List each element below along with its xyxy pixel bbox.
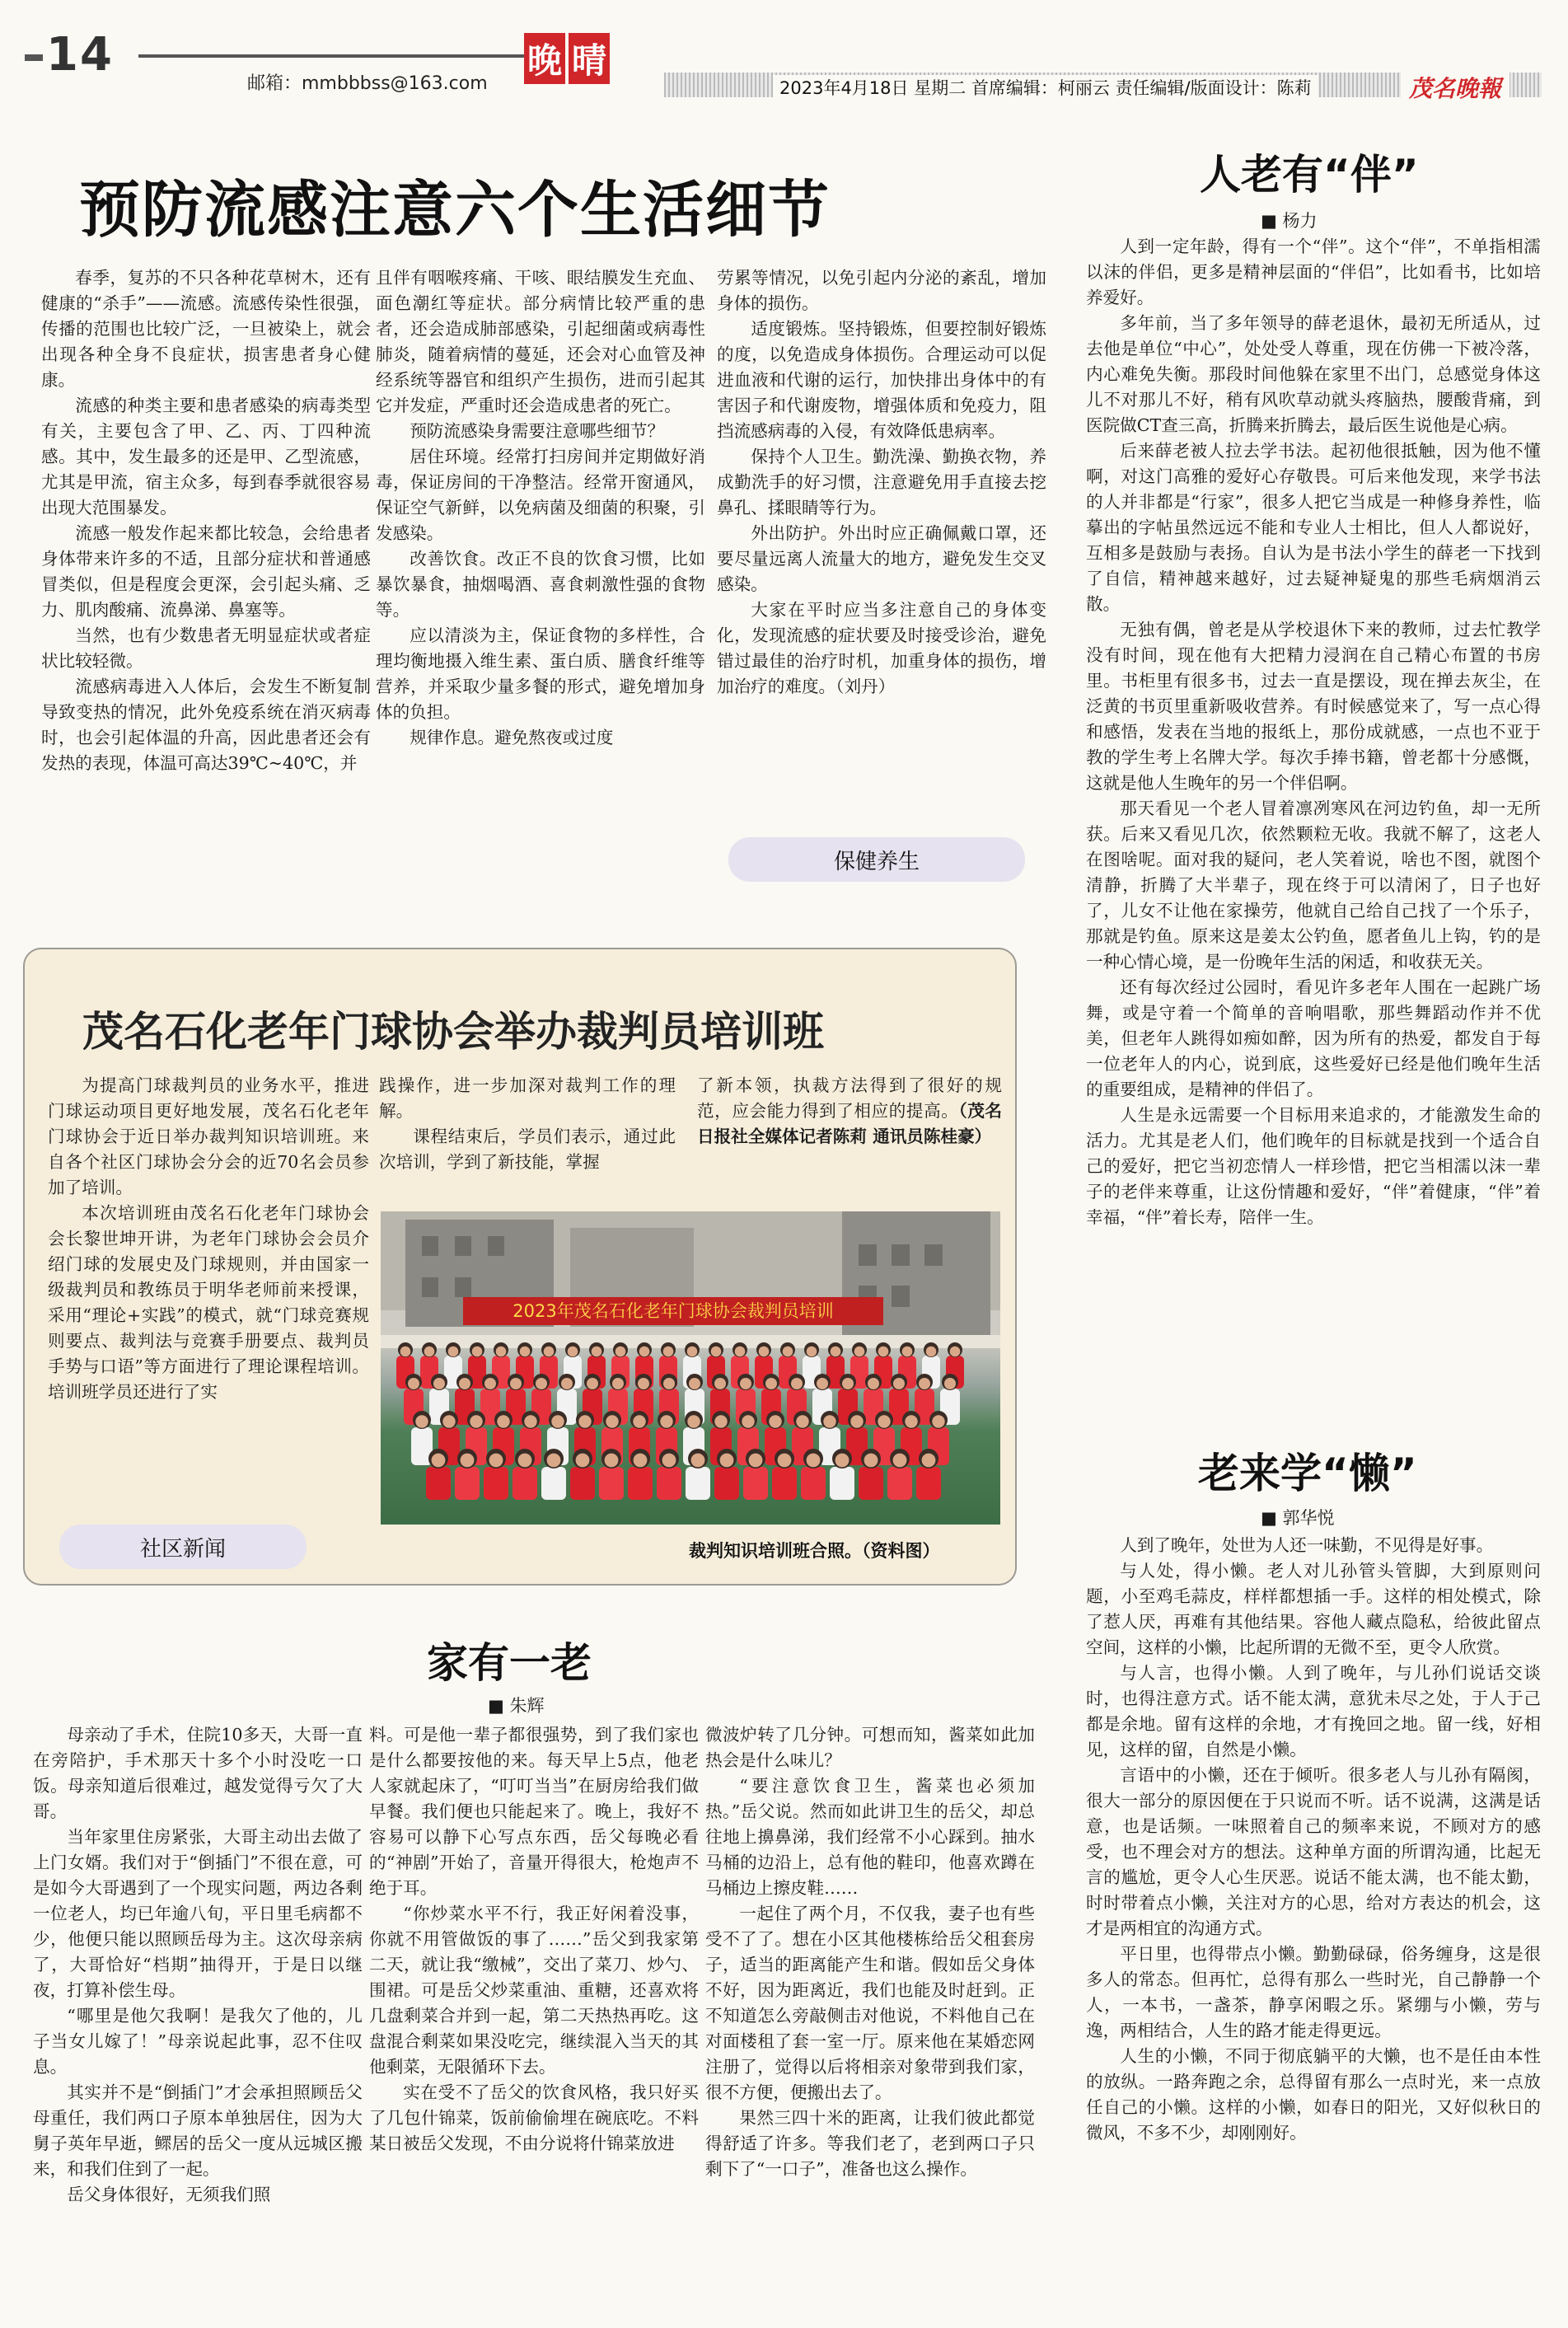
paragraph: 料。可是他一辈子都很强势，到了我们家也是什么都要按他的来。每天早上5点，他老人家就起床了，“叮叮当当”在厨房给我们做早餐。我们便也只能起来了。晚上，我好不容易可以静下心写点东西，岳父每晚必看的“神剧”开始了，音量开得很大，枪炮声不绝于耳。 — [369, 1725, 699, 1898]
paragraph: 与人言，也得小懒。人到了晚年，与儿孙们说话交谈时，也得注意方式。话不能太满，意犹未尽之处，于人于己都是余地。留有这样的余地，才有挽回之地。留一线，好相见，这样的留，自然是小懒。 — [1086, 1663, 1541, 1759]
person-face — [714, 1378, 726, 1389]
family-col-1 — [33, 1722, 363, 2324]
person-face — [489, 1454, 503, 1468]
person-face — [735, 1347, 746, 1357]
person-body — [628, 1467, 653, 1500]
paragraph: 应以清淡为主，保证食物的多样性，合理均衡地摄入维生素、蛋白质、膳食纤维等营养，并采取少量多餐的形式，避免增加身体的负担。 — [376, 625, 705, 722]
person-face — [612, 1378, 624, 1389]
person-face — [578, 1415, 591, 1427]
person-face — [662, 1454, 676, 1468]
section-label-health: 保健养生 — [728, 837, 1025, 882]
person-body — [772, 1467, 797, 1500]
person-face — [408, 1378, 419, 1389]
person-face — [807, 1454, 821, 1468]
paragraph: 人到了晚年，处世为人还一味勤，不见得是好事。 — [1120, 1535, 1494, 1555]
masthead-rule-left — [138, 54, 526, 58]
person-face — [711, 1347, 722, 1357]
section-title — [524, 33, 610, 84]
person-face — [922, 1454, 936, 1468]
person-face — [576, 1454, 590, 1468]
person-body — [801, 1467, 826, 1500]
paragraph: 还有每次经过公园时，看见许多老年人围在一起跳广场舞，或是守着一个简单的音响唱歌，那些舞蹈动作并不优美，但老年人跳得如痴如醉，因为所有的热爱，都发自于每一位老年人的内心，说到底，这些爱好已经是他们晚年生活的重要组成，是精神的伴侣了。 — [1086, 977, 1541, 1099]
person-face — [638, 1378, 649, 1389]
person-face — [663, 1378, 675, 1389]
person-face — [470, 1415, 482, 1427]
people-crowd — [396, 1342, 964, 1500]
paragraph: 流感一般发作起来都比较急，会给患者身体带来许多的不适，且部分症状和普通感冒类似，但是程度会更深，会引起头痛、乏力、肌肉酸痛、流鼻涕、鼻塞等。 — [41, 523, 371, 620]
paragraph: 流感的种类主要和患者感染的病毒类型有关，主要包含了甲、乙、丙、丁四种流感。其中，发生最多的还是甲、乙型流感，尤其是甲流，宿主众多，每到春季就很容易出现大范围暴发。 — [41, 396, 371, 518]
family-article-title: 家有一老 — [427, 1639, 592, 1687]
masthead-email: 邮箱：mmbbbss@163.com — [247, 73, 488, 94]
person-face — [510, 1378, 522, 1389]
person-face — [587, 1378, 598, 1389]
person-face — [835, 1454, 850, 1468]
person-face — [520, 1347, 531, 1357]
gateball-col-3 — [697, 1073, 1002, 1180]
person-face — [902, 1347, 913, 1357]
section-title-char-2: 晴 — [569, 33, 610, 84]
person-face — [854, 1347, 865, 1357]
person-body — [541, 1467, 566, 1500]
person-body — [657, 1467, 681, 1500]
paragraph: 多年前，当了多年领导的薛老退休，最初无所适从，过去他是单位“中心”，处处受人尊重，现在仿佛一下被冷落，内心难免失衡。那段时间他躲在家里不出门，总感觉身体这儿不对那儿不好，稍有风吹草动就头疼脑热，腰酸背痛，到医院做CT查三高，折腾来折腾去，最后医生说他是心病。 — [1086, 313, 1541, 435]
person-face — [783, 1347, 793, 1357]
paragraph: 一起住了两个月，不仅我，妻子也有些受不了了。想在小区其他楼栋给岳父租套房子，适当的距离能产生和谐。假如岳父身体不好，因为距离近，我们也能及时赶到。正不知道怎么旁敲侧击对他说，不料他自己在对面楼租了套一室一厅。原来他在某婚恋网注册了，觉得以后将相亲对象带到我们家，很不方便，便搬出去了。 — [705, 1904, 1035, 2102]
paper-logo: 茂名晚報 — [1401, 71, 1509, 104]
person-face — [807, 1347, 817, 1357]
gateball-col-2 — [379, 1073, 676, 1180]
person-face — [893, 1454, 907, 1468]
paragraph: “你炒菜水平不行，我正好闲着没事，你就不用管做饭的事了……”岳父到我家第二天，就让我“缴械”，交出了菜刀、炒勺、围裙。可是岳父炒菜重油、重糖，还喜欢将几盘剩菜合并到一起，第二天热热再吃。这盘混合剩菜如果没吃完，继续混入当天的其他剩菜，无限循环下去。 — [369, 1904, 699, 2077]
person-face — [878, 1415, 890, 1427]
person-face — [778, 1454, 792, 1468]
paragraph: “要注意饮食卫生，酱菜也必须加热。”岳父说。然而如此讲卫生的岳父，却总往地上擤鼻涕，我们经常不小心踩到。抽水马桶的边沿上，总有他的鞋印，他喜欢蹲在马桶边上擦皮鞋…… — [705, 1776, 1035, 1898]
person-face — [551, 1415, 564, 1427]
paragraph: 居住环境。经常打扫房间并定期做好消毒，保证房间的干净整洁。经常开窗通风，保证空气新鲜，以免病菌及细菌的积聚，引发感染。 — [376, 447, 705, 543]
flu-article-title: 预防流感注意六个生活细节 — [79, 175, 831, 246]
paragraph: 果然三四十米的距离，让我们彼此都觉得舒适了许多。等我们老了，老到两口子只剩下了“一口子”，准备也这么操作。 — [705, 2108, 1035, 2179]
section-title-char-1: 晚 — [524, 33, 565, 84]
person-face — [660, 1415, 672, 1427]
lazy-body — [1086, 1533, 1541, 2324]
paragraph: 当年家里住房紧张，大哥主动出去做了上门女婿。我们对于“倒插门”不很在意，可是如今大哥遇到了一个现实问题，两边各剩一位老人，均已年逾八旬，平日里毛病都不少，他便只能以照顾岳母为主。这次母亲病了，大哥恰好“档期”抽得开，于是日以继夜，打算补偿生母。 — [33, 1827, 363, 2000]
person-face — [497, 1415, 509, 1427]
flu-col-3 — [717, 265, 1046, 809]
person-face — [536, 1378, 547, 1389]
paragraph: 改善饮食。改正不良的饮食习惯，比如暴饮暴食，抽烟喝酒、喜食刺激性强的食物等。 — [376, 549, 705, 620]
lazy-article-title: 老来学“懒” — [1198, 1450, 1417, 1497]
paragraph: 其实并不是“倒插门”才会承担照顾岳父母重任，我们两口子原本单独居住，因为大舅子英年早逝，鳏居的岳父一度从远城区搬来，和我们住到了一起。 — [33, 2082, 363, 2179]
person-face — [433, 1378, 445, 1389]
person-face — [919, 1378, 930, 1389]
family-col-2 — [369, 1722, 699, 2324]
paragraph: 为提高门球裁判员的业务水平，推进门球运动项目更好地发展，茂名石化老年门球协会于近日举办裁判知识培训班。来自各个社区门球协会分会的近70名会员参加了培训。 — [48, 1075, 369, 1197]
person-face — [796, 1415, 808, 1427]
person-face — [432, 1454, 446, 1468]
person-face — [950, 1347, 961, 1357]
paragraph: 微波炉转了几分钟。可想而知，酱菜如此加热会是什么味儿？ — [705, 1725, 1035, 1770]
photo-banner-text: 2023年茂名石化老年门球协会裁判员培训 — [513, 1301, 834, 1321]
companion-article-title: 人老有“伴” — [1200, 151, 1419, 199]
paragraph: 课程结束后，学员们表示，通过此次培训，学到了新技能，掌握 — [379, 1127, 676, 1172]
companion-body — [1086, 234, 1541, 1305]
person-face — [524, 1415, 536, 1427]
person-face — [639, 1347, 650, 1357]
person-body — [455, 1467, 480, 1500]
person-face — [687, 1347, 698, 1357]
paragraph: 规律作息。避免熬夜或过度 — [410, 728, 614, 747]
person-face — [817, 1378, 828, 1389]
person-body — [513, 1467, 537, 1500]
person-face — [742, 1415, 754, 1427]
paragraph: 践操作，进一步加深对裁判工作的理解。 — [379, 1075, 676, 1121]
person-face — [850, 1415, 863, 1427]
group-photo — [381, 1211, 1000, 1525]
person-face — [518, 1454, 532, 1468]
person-face — [749, 1454, 763, 1468]
group-photo-scene — [381, 1211, 1000, 1525]
paragraph: 适度锻炼。坚持锻炼，但要控制好锻炼的度，以免造成身体损伤。合理运动可以促进血液和代谢的运行，加快排出身体中的有害因子和代谢废物，增强体质和免疫力，阻挡流感病毒的入侵，有效降低患病率。 — [717, 319, 1046, 441]
person-face — [459, 1378, 470, 1389]
person-face — [769, 1415, 781, 1427]
paragraph: 实在受不了岳父的饮食风格，我只好买了几包什锦菜，饭前偷偷埋在碗底吃。不料某日被岳父发现，不由分说将什锦菜放进 — [369, 2082, 699, 2153]
companion-byline: ■ 杨力 — [1261, 211, 1318, 231]
person-face — [926, 1347, 937, 1357]
person-face — [461, 1454, 475, 1468]
person-face — [606, 1415, 618, 1427]
person-face — [944, 1378, 956, 1389]
flu-col-1 — [41, 265, 371, 900]
paragraph: 后来薛老被人拉去学书法。起初他很抵触，因为他不懂啊，对这门高雅的爱好心存敬畏。可后来他发现，来学书法的人并非都是“行家”，很多人把它当成是一种修身养性，临摹出的字帖虽然远远不能和专业人士相比，但人人都说好，互相多是鼓励与表扬。自认为是书法小学生的薛老一下找到了自信，精神越来越好，过去疑神疑鬼的那些毛病烟消云散。 — [1086, 441, 1541, 614]
paragraph: 了新本领，执裁方法得到了很好的规范，应会能力得到了相应的提高。（茂名日报社全媒体记者陈莉 通讯员陈桂豪） — [697, 1075, 1002, 1146]
section-label-community: 社区新闻 — [59, 1525, 307, 1569]
person-face — [547, 1454, 561, 1468]
person-face — [791, 1378, 803, 1389]
paragraph: 人到一定年龄，得有一个“伴”。这个“伴”，不单指相濡以沫的伴侣，更多是精神层面的“伴侣”，比如看书，比如培养爱好。 — [1086, 237, 1541, 307]
paragraph: 当然，也有少数患者无明显症状或者症状比较轻微。 — [41, 625, 371, 671]
person-face — [400, 1347, 411, 1357]
person-face — [561, 1378, 573, 1389]
person-face — [633, 1415, 645, 1427]
paragraph: 大家在平时应当多注意自己的身体变化，发现流感的症状要及时接受诊治，避免错过最佳的治疗时机，加重身体的损伤，增加治疗的难度。（刘丹） — [717, 600, 1046, 696]
gateball-col-1 — [48, 1073, 369, 1534]
page-number-dash — [25, 54, 43, 61]
person-face — [831, 1347, 841, 1357]
person-face — [687, 1415, 700, 1427]
paragraph: 劳累等情况，以免引起内分泌的紊乱，增加身体的损伤。 — [717, 268, 1046, 313]
gateball-credit: （茂名日报社全媒体记者陈莉 通讯员陈桂豪） — [697, 1101, 1002, 1146]
paragraph: 人生是永远需要一个目标用来追求的，才能激发生命的活力。尤其是老人们，他们晚年的目标就是找到一个适合自己的爱好，把它当初恋情人一样珍惜，把它当相濡以沫一辈子的老伴来尊重，让这份情趣和爱好，“伴”着健康，“伴”着幸福，“伴”着长寿，陪伴一生。 — [1086, 1105, 1541, 1227]
paragraph: 本次培训班由茂名石化老年门球协会会长黎世坤开讲，为老年门球协会会员介绍门球的发展史及门球规则，并由国家一级裁判员和教练员于明华老师前来授课，采用“理论+实践”的模式，就“门球竞赛规则要点、裁判法与竞赛手册要点、裁判员手势与口语”等方面进行了理论课程培训。培训班学员还进行了实 — [48, 1203, 369, 1402]
person-face — [868, 1378, 879, 1389]
paragraph: 无独有偶，曾老是从学校退休下来的教师，过去忙教学没有时间，现在他有大把精力浸润在自己精心布置的书房里。书柜里有很多书，过去一直是摆设，现在掸去灰尘，在泛黄的书页里重新吸收营养。有时候感觉来了，写一点心得和感悟，发表在当地的报纸上，那份成就感，一点也不亚于教的学生考上名牌大学。每次手捧书籍，曾老都十分感慨，这就是他人生晚年的另一个伴侣啊。 — [1086, 620, 1541, 793]
person-face — [893, 1378, 905, 1389]
gateball-article-title: 茂名石化老年门球协会举办裁判员培训班 — [82, 1008, 824, 1056]
person-body — [714, 1467, 739, 1500]
person-face — [448, 1347, 459, 1357]
person-body — [743, 1467, 768, 1500]
person-face — [442, 1415, 455, 1427]
person-face — [424, 1347, 435, 1357]
person-body — [916, 1467, 941, 1500]
person-body — [686, 1467, 710, 1500]
person-face — [878, 1347, 889, 1357]
person-face — [472, 1347, 483, 1357]
paragraph: 流感病毒进入人体后，会发生不断复制导致变热的情况，此外免疫系统在消灭病毒时，也会引起体温的升高，因此患者还会有发热的表现，体温可高达39℃~40℃，并 — [41, 677, 371, 773]
paragraph: 且伴有咽喉疼痛、干咳、眼结膜发生充血、面色潮红等症状。部分病情比较严重的患者，还会造成肺部感染，引起细菌或病毒性肺炎，随着病情的蔓延，还会对心血管及神经系统等器官和组织产生损伤，进而引起其它并发症，严重时还会造成患者的死亡。 — [376, 268, 705, 415]
person-body — [887, 1467, 912, 1500]
person-face — [605, 1454, 619, 1468]
person-face — [765, 1378, 777, 1389]
person-face — [691, 1454, 705, 1468]
paragraph: 预防流感染身需要注意哪些细节？ — [410, 421, 665, 441]
page-number: 14 — [25, 28, 114, 82]
person-body — [859, 1467, 883, 1500]
paragraph: 与人处，得小懒。老人对儿孙管头管脚，大到原则问题，小至鸡毛蒜皮，样样都想插一手。这样的相处模式，除了惹人厌，再难有其他结果。容他人藏点隐私，给彼此留点空间，这样的小懒，比起所谓的无微不至，更令人欣赏。 — [1086, 1561, 1541, 1657]
person-face — [663, 1347, 674, 1357]
person-body — [426, 1467, 451, 1500]
person-face — [905, 1415, 917, 1427]
person-face — [415, 1415, 428, 1427]
person-face — [634, 1454, 648, 1468]
person-face — [484, 1378, 496, 1389]
masthead-date-editors: 2023年4月18日 星期二 首席编辑：柯丽云 责任编辑/版面设计：陈莉 — [773, 75, 1318, 100]
person-face — [544, 1347, 555, 1357]
person-body — [599, 1467, 624, 1500]
photo-caption: 裁判知识培训班合照。（资料图） — [689, 1541, 940, 1561]
person-body — [570, 1467, 595, 1500]
person-face — [592, 1347, 602, 1357]
family-col-3 — [705, 1722, 1035, 2324]
person-face — [842, 1378, 854, 1389]
person-face — [864, 1454, 878, 1468]
paragraph: 那天看见一个老人冒着凛冽寒风在河边钓鱼，却一无所获。后来又看见几次，依然颗粒无收。我就不解了，这老人在图啥呢。面对我的疑问，老人笑着说，啥也不图，就图个清静，折腾了大半辈子，现在终于可以清闲了，日子也好了，儿女不让他在家操劳，他就自己给自己找了一个乐子，那就是钓鱼。原来这是姜太公钓鱼，愿者鱼儿上钩，钓的是一种心情心境，是一份晚年生活的闲适，和收获无关。 — [1086, 799, 1541, 972]
paragraph: 春季，复苏的不只各种花草树木，还有健康的“杀手”——流感。流感传染性很强，传播的范围也比较广泛，一旦被染上，就会出现各种全身不良症状，损害患者身心健康。 — [41, 268, 371, 390]
person-face — [714, 1415, 727, 1427]
person-body — [830, 1467, 854, 1500]
person-face — [932, 1415, 944, 1427]
lazy-byline: ■ 郭华悦 — [1261, 1508, 1335, 1528]
person-face — [823, 1415, 835, 1427]
family-byline: ■ 朱辉 — [488, 1696, 545, 1716]
person-face — [568, 1347, 578, 1357]
person-body — [484, 1467, 508, 1500]
person-face — [496, 1347, 507, 1357]
paragraph: 保持个人卫生。勤洗澡、勤换衣物，养成勤洗手的好习惯，注意避免用手直接去挖鼻孔、揉眼睛等行为。 — [717, 447, 1046, 518]
paragraph: 外出防护。外出时应正确佩戴口罩，还要尽量远离人流量大的地方，避免发生交叉感染。 — [717, 523, 1046, 594]
paragraph: 岳父身体很好，无须我们照 — [67, 2185, 271, 2204]
paragraph: 人生的小懒，不同于彻底躺平的大懒，也不是任由本性的放纵。一路奔跑之余，总得留有那么一点时光，来一点放任自己的小懒。这样的小懒，如春日的阳光，又好似秋日的微风，不多不少，却刚刚好。 — [1086, 2046, 1541, 2143]
paragraph: 言语中的小懒，还在于倾听。很多老人与儿孙有隔阂，很大一部分的原因便在于只说而不听。话不说满，这满是话意，也是话频。一味照着自己的频率来说，不顾对方的感受，也不理会对方的想法。这种单方面的所谓沟通，比起无言的尴尬，更令人心生厌恶。说话不能太满，也不能太勤，时时带着点小懒，关注对方的心思，给对方表达的机会，这才是两相宜的沟通方式。 — [1086, 1765, 1541, 1938]
paragraph: “哪里是他欠我啊！是我欠了他的，儿子当女儿嫁了！”母亲说起此事，忍不住叹息。 — [33, 2006, 363, 2077]
paragraph: 母亲动了手术，住院10多天，大哥一直在旁陪护，手术那天十多个小时没吃一口饭。母亲知道后很难过，越发觉得亏欠了大哥。 — [33, 1725, 363, 1821]
person-face — [689, 1378, 700, 1389]
person-face — [759, 1347, 770, 1357]
person-face — [740, 1378, 751, 1389]
paragraph: 平日里，也得带点小懒。勤勤碌碌，俗务缠身，这是很多人的常态。但再忙，总得有那么一些时光，自己静静一个人，一本书，一盏茶，静享闲暇之乐。紧绷与小懒，劳与逸，两相结合，人生的路才能走得更远。 — [1086, 1944, 1541, 2040]
flu-col-2 — [376, 265, 705, 900]
person-face — [615, 1347, 626, 1357]
person-face — [720, 1454, 734, 1468]
